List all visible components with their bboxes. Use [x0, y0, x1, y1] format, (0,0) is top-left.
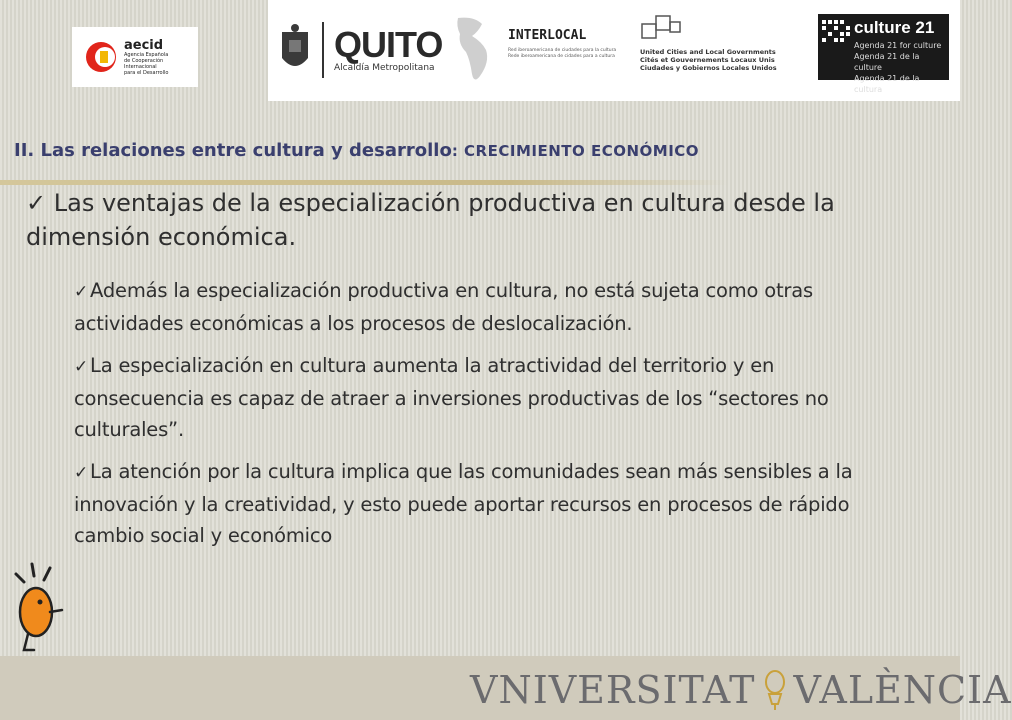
lamp-emblem-icon [760, 668, 790, 712]
list-item [74, 350, 894, 445]
quito-name: QUITO [334, 24, 443, 65]
partner-logos-strip [268, 0, 960, 101]
uclg-line-1: United Cities and Local Governments [640, 48, 776, 56]
university-wordmark-left: VNIVERSITAT [470, 668, 756, 712]
uclg-emblem-icon [640, 14, 684, 44]
aecid-name: aecid [124, 37, 164, 53]
check-icon: ✓ [26, 189, 47, 217]
interlocal-logo [452, 14, 620, 86]
uclg-line-2: Cités et Gouvernements Locaux Unis [640, 56, 775, 64]
university-logo [470, 668, 1012, 712]
sub-points-list [74, 275, 894, 562]
interlocal-subtitle-1: Red iberoamericana de ciudades para la cultura [508, 48, 617, 53]
aecid-logo [72, 27, 198, 87]
quito-logo [278, 12, 442, 88]
interlocal-subtitle [508, 48, 620, 60]
sub-point-text: La atención por la cultura implica que las comunidades sean más sensibles a la innovación y la creatividad, y esto puede aportar recursos en procesos de rápido cambio social y económico [74, 460, 853, 547]
grid-icon [822, 20, 852, 44]
interlocal-subtitle-2: Rede iberoamericana de cidades para a cultura [508, 54, 615, 59]
culture21-subtitle-3: Agenda 21 de la cultura [854, 74, 920, 94]
aecid-subtitle-1: Agencia Española [124, 51, 169, 58]
culture21-logo [818, 14, 949, 94]
check-icon: ✓ [74, 357, 89, 377]
culture21-subtitle [854, 40, 949, 95]
idea-mascot-icon [6, 560, 66, 656]
heading-main: II. Las relaciones entre cultura y desarrollo [14, 140, 452, 161]
check-icon: ✓ [74, 463, 89, 483]
heading-divider [0, 180, 730, 185]
aecid-emblem-icon [84, 40, 118, 74]
culture21-name: culture 21 [854, 18, 935, 37]
uclg-line-3: Ciudades y Gobiernos Locales Unidos [640, 64, 777, 72]
check-icon: ✓ [74, 282, 89, 302]
sub-point-text: La especialización en cultura aumenta la atractividad del territorio y en consecuencia es capaz de atraer a inversiones productivas de los “sectores no culturales”. [74, 354, 829, 441]
list-item [74, 456, 894, 551]
quito-subtitle: Alcaldía Metropolitana [334, 63, 435, 73]
aecid-subtitle-4: para el Desarrollo [124, 69, 169, 76]
aecid-subtitle-3: Internacional [124, 63, 157, 70]
americas-map-icon [452, 14, 504, 86]
university-wordmark-right: VALÈNCIA [793, 668, 1012, 712]
heading-sub: : CRECIMIENTO ECONÓMICO [451, 142, 700, 160]
list-item [74, 275, 894, 339]
slide-heading [14, 140, 954, 161]
main-point [26, 186, 886, 254]
uclg-logo [640, 14, 820, 86]
culture21-subtitle-1: Agenda 21 for culture [854, 41, 942, 50]
culture21-subtitle-2: Agenda 21 de la culture [854, 52, 920, 72]
interlocal-name: INTERLOCAL [508, 28, 587, 43]
sub-point-text: Además la especialización productiva en cultura, no está sujeta como otras actividades económicas a los procesos de deslocalización. [74, 279, 813, 335]
main-point-text: Las ventajas de la especialización productiva en cultura desde la dimensión económica. [26, 189, 835, 251]
coat-of-arms-icon [278, 22, 312, 78]
aecid-subtitle-2: de Cooperación [124, 57, 164, 64]
